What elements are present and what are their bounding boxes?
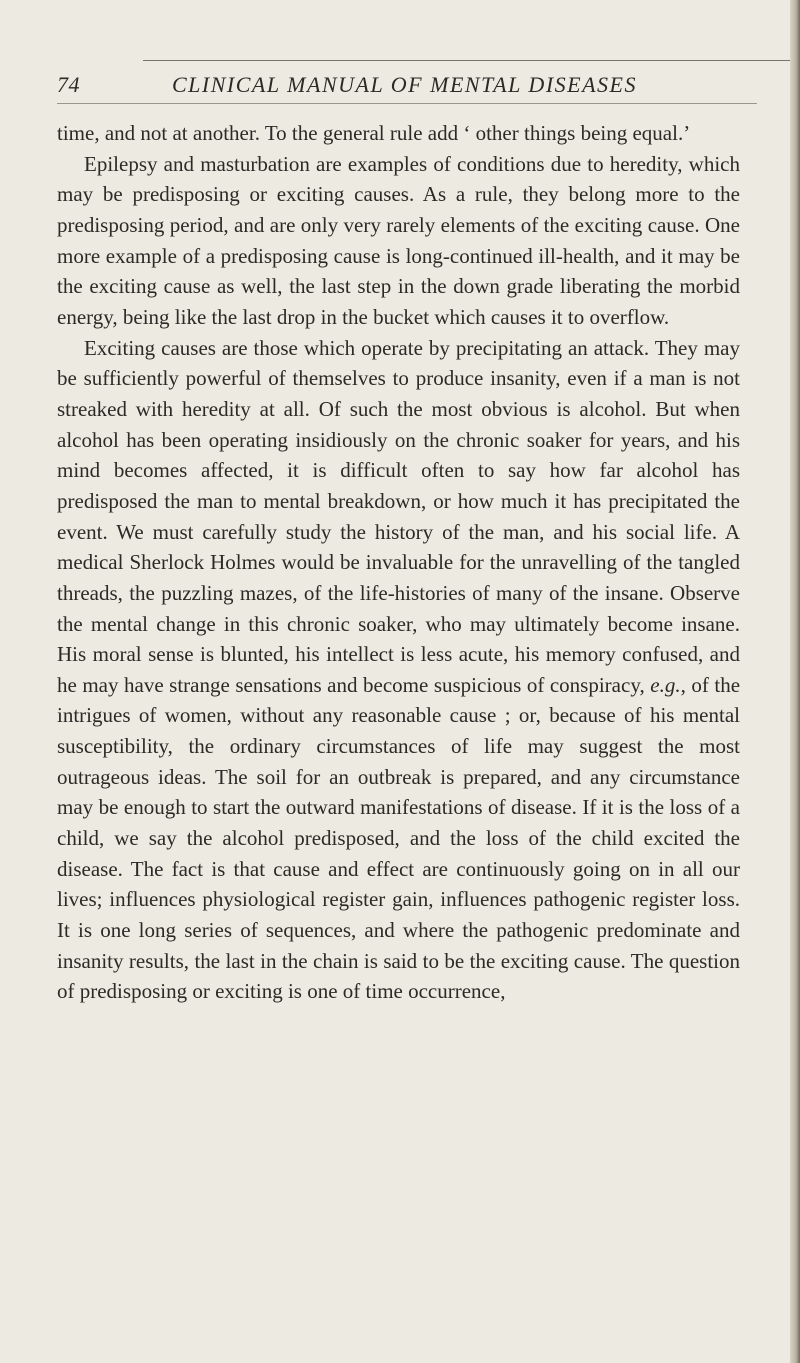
header-rule-top: [143, 60, 790, 61]
paragraph-1-text: time, and not at another. To the general rule add ‘ other things being equal.’: [57, 121, 691, 145]
running-head: CLINICAL MANUAL OF MENTAL DISEASES: [172, 72, 637, 97]
body-text: [57, 118, 740, 1007]
paragraph-3-text-after: , of the intrigues of women, without any reasonable cause ; or, because of his mental susceptibility, the ordinary circumstances of life may suggest the most outrageous ideas. The soil for an outbreak is prepared, and any circumstance may be enough to start the outward manifestations of disease. If it is the loss of a child, we say the alcohol predisposed, and the loss of the child excited the disease. The fact is that cause and effect are continuously going on in all our lives; influences physiological register gain, influences pathogenic register loss. It is one long series of sequences, and where the pathogenic predominate and insanity results, the last in the chain is said to be the exciting cause. The question of predisposing or exciting is one of time occurrence,: [57, 672, 741, 1004]
page-number: 74: [57, 72, 80, 97]
page-edge: [790, 0, 800, 1363]
paragraph-1: [57, 118, 740, 149]
paragraph-3-emphasis: e.g.: [650, 672, 681, 697]
paragraph-2-text: Epilepsy and masturbation are examples of conditions due to heredity, which may be predisposing or exciting causes. As a rule, they belong more to the predisposing period, and are only very rarely elements of the exciting cause. One more example of a predisposing cause is long-continued ill-health, and it may be the exciting cause as well, the last step in the down grade liberating the morbid energy, being like the last drop in the bucket which causes it to overflow.: [57, 151, 740, 329]
paragraph-3-text-before: Exciting causes are those which operate by precipitating an attack. They may be sufficiently powerful of themselves to produce insanity, even if a man is not streaked with heredity at all. Of such the most obvious is alcohol. But when alcohol has been operating insidiously on the chronic soaker for years, and his mind becomes affected, it is difficult often to say how far alcohol has predisposed the man to mental breakdown, or how much it has precipitated the event. We must carefully study the history of the man, and his social life. A medical Sherlock Holmes would be invaluable for the unravelling of the tangled threads, the puzzling mazes, of the life-histories of many of the insane. Observe the mental change in this chronic soaker, who may ultimately become insane. His moral sense is blunted, his intellect is less acute, his memory confused, and he may have strange sensations and become suspicious of conspiracy,: [57, 335, 740, 697]
page-header: [57, 72, 757, 112]
header-rule: [57, 103, 757, 104]
paragraph-3: [57, 333, 740, 1007]
paragraph-2: [57, 149, 740, 333]
